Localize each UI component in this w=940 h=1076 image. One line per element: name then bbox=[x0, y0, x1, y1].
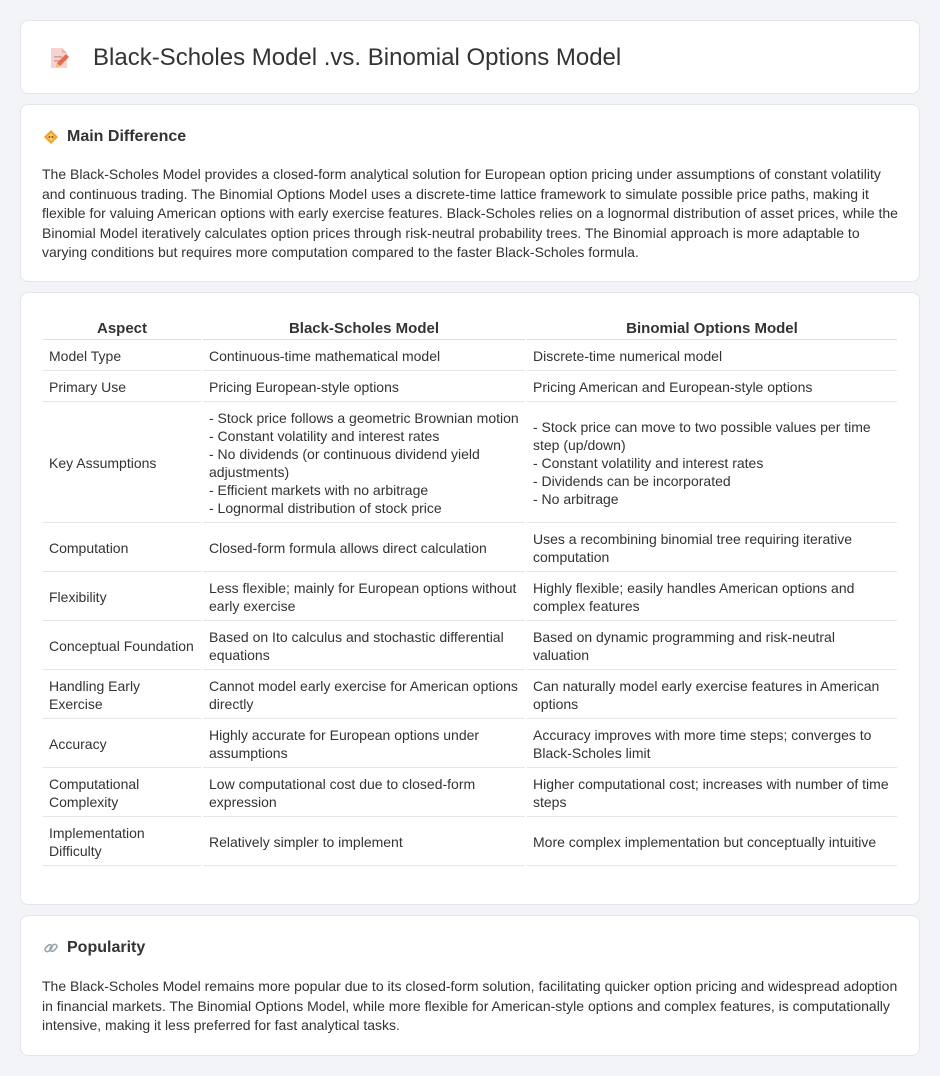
black-scholes-cell: Low computational cost due to closed-form expression bbox=[203, 770, 525, 817]
black-scholes-cell: Highly accurate for European options under assumptions bbox=[203, 721, 525, 768]
black-scholes-cell: - Stock price follows a geometric Brownian motion - Constant volatility and interest rates - No dividends (or continuous dividend yield adjustments) - Efficient markets with no arbitrage - Lognormal distribution of stock price bbox=[203, 404, 525, 523]
black-scholes-cell: Less flexible; mainly for European options without early exercise bbox=[203, 574, 525, 621]
black-scholes-cell: Cannot model early exercise for American options directly bbox=[203, 672, 525, 719]
binomial-cell: Highly flexible; easily handles American options and complex features bbox=[527, 574, 897, 621]
binomial-cell: Uses a recombining binomial tree requiring iterative computation bbox=[527, 525, 897, 572]
aspect-cell: Model Type bbox=[43, 342, 201, 371]
table-row bbox=[43, 404, 897, 523]
black-scholes-cell: Continuous-time mathematical model bbox=[203, 342, 525, 371]
header-binomial: Binomial Options Model bbox=[527, 317, 897, 340]
aspect-cell: Computational Complexity bbox=[43, 770, 201, 817]
comparison-table bbox=[41, 315, 899, 868]
binomial-cell: Higher computational cost; increases with number of time steps bbox=[527, 770, 897, 817]
table-row bbox=[43, 721, 897, 768]
main-difference-text: The Black-Scholes Model provides a closed-form analytical solution for European option pricing under assumptions of constant volatility and continuous trading. The Binomial Options Model uses a discrete-time lattice framework to simulate possible price paths, making it flexible for valuing American options with early exercise features. Black-Scholes relies on a lognormal distribution of asset prices, while the Binomial Model iteratively calculates option prices through risk-neutral probability trees. The Binomial approach is more adaptable to varying conditions but requires more computation compared to the faster Black-Scholes formula. bbox=[42, 166, 898, 261]
binomial-cell: Discrete-time numerical model bbox=[527, 342, 897, 371]
table-row bbox=[43, 623, 897, 670]
header-black-scholes: Black-Scholes Model bbox=[203, 317, 525, 340]
binomial-cell: Pricing American and European-style options bbox=[527, 373, 897, 402]
comparison-card bbox=[20, 292, 920, 905]
header-aspect: Aspect bbox=[43, 317, 201, 340]
aspect-cell: Handling Early Exercise bbox=[43, 672, 201, 719]
table-row bbox=[43, 770, 897, 817]
aspect-cell: Primary Use bbox=[43, 373, 201, 402]
aspect-cell: Accuracy bbox=[43, 721, 201, 768]
binomial-cell: - Stock price can move to two possible values per time step (up/down) - Constant volatility and interest rates - Dividends can be incorporated - No arbitrage bbox=[527, 404, 897, 523]
aspect-cell: Conceptual Foundation bbox=[43, 623, 201, 670]
table-row bbox=[43, 373, 897, 402]
table-row bbox=[43, 525, 897, 572]
binomial-cell: More complex implementation but conceptually intuitive bbox=[527, 819, 897, 866]
link-icon bbox=[43, 940, 59, 956]
main-difference-header bbox=[43, 127, 186, 147]
aspect-cell: Flexibility bbox=[43, 574, 201, 621]
black-scholes-cell: Relatively simpler to implement bbox=[203, 819, 525, 866]
aspect-cell: Key Assumptions bbox=[43, 404, 201, 523]
popularity-card bbox=[20, 915, 920, 1056]
main-difference-heading: Main Difference bbox=[67, 128, 187, 145]
binomial-cell: Accuracy improves with more time steps; converges to Black-Scholes limit bbox=[527, 721, 897, 768]
table-row bbox=[43, 342, 897, 371]
document-pencil-icon bbox=[47, 46, 71, 70]
black-scholes-cell: Closed-form formula allows direct calculation bbox=[203, 525, 525, 572]
aspect-cell: Computation bbox=[43, 525, 201, 572]
main-difference-card bbox=[20, 104, 920, 282]
black-scholes-cell: Based on Ito calculus and stochastic differential equations bbox=[203, 623, 525, 670]
binomial-cell: Can naturally model early exercise features in American options bbox=[527, 672, 897, 719]
header-card bbox=[20, 20, 920, 94]
black-scholes-cell: Pricing European-style options bbox=[203, 373, 525, 402]
aspect-cell: Implementation Difficulty bbox=[43, 819, 201, 866]
table-row bbox=[43, 574, 897, 621]
binomial-cell: Based on dynamic programming and risk-neutral valuation bbox=[527, 623, 897, 670]
diamond-icon bbox=[43, 129, 59, 145]
page-title: Black-Scholes Model .vs. Binomial Options Model bbox=[93, 44, 622, 71]
table-row bbox=[43, 672, 897, 719]
popularity-text: The Black-Scholes Model remains more popular due to its closed-form solution, facilitating quicker option pricing and widespread adoption in financial markets. The Binomial Options Model, while more flexible for American-style options and complex features, is computationally intensive, making it less preferred for fast analytical tasks. bbox=[42, 978, 898, 1034]
popularity-header bbox=[43, 938, 145, 958]
table-header-row bbox=[43, 317, 897, 340]
table-row bbox=[43, 819, 897, 866]
popularity-heading: Popularity bbox=[67, 939, 146, 956]
